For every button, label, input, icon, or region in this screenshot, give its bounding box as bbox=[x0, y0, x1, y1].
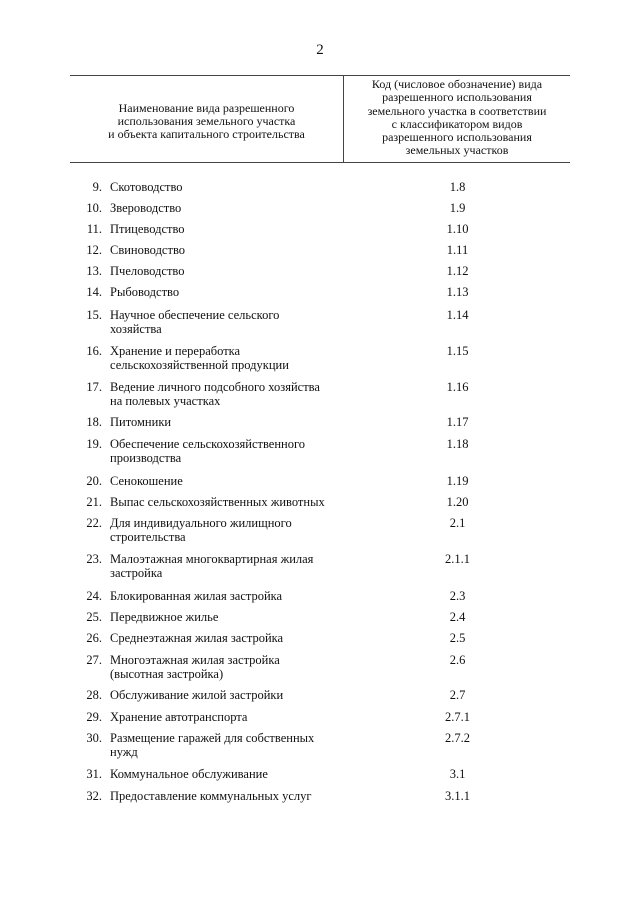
table-row bbox=[0, 731, 640, 759]
table-row bbox=[0, 552, 640, 580]
row-number: 9. bbox=[92, 180, 102, 194]
table-row bbox=[0, 180, 640, 194]
row-name-line: застройка bbox=[110, 566, 163, 580]
row-name-line: Коммунальное обслуживание bbox=[110, 767, 268, 781]
row-name bbox=[110, 767, 340, 781]
row-name bbox=[110, 308, 340, 336]
row-name-line: Размещение гаражей для собственных bbox=[110, 731, 315, 745]
row-name bbox=[110, 437, 340, 465]
table-row bbox=[0, 789, 640, 803]
row-name-line: Предоставление коммунальных услуг bbox=[110, 789, 312, 803]
row-code: 3.1 bbox=[449, 767, 466, 781]
row-code: 1.8 bbox=[449, 180, 466, 194]
row-name-line: Обеспечение сельскохозяйственного bbox=[110, 437, 306, 451]
row-number: 25. bbox=[86, 610, 102, 624]
table-row bbox=[0, 344, 640, 372]
row-code: 1.9 bbox=[449, 201, 466, 215]
row-code: 1.12 bbox=[446, 264, 469, 278]
row-code: 1.13 bbox=[446, 285, 469, 299]
row-code: 3.1.1 bbox=[445, 789, 470, 803]
header-code-line: земельного участка в соответствии bbox=[367, 103, 547, 118]
table-row bbox=[0, 437, 640, 465]
row-code: 2.7.1 bbox=[445, 710, 470, 724]
row-number: 24. bbox=[86, 589, 102, 603]
row-name-line: Для индивидуального жилищного bbox=[110, 516, 292, 530]
row-name-line: Пчеловодство bbox=[110, 264, 185, 278]
table-row bbox=[0, 589, 640, 603]
table-row bbox=[0, 631, 640, 645]
row-number: 27. bbox=[86, 653, 102, 667]
row-name bbox=[110, 415, 340, 429]
row-name-line: Ведение личного подсобного хозяйства bbox=[110, 380, 320, 394]
table-row bbox=[0, 710, 640, 724]
row-number: 19. bbox=[86, 437, 102, 451]
row-name-line: (высотная застройка) bbox=[110, 667, 224, 681]
row-code: 1.16 bbox=[446, 380, 469, 394]
row-code: 2.6 bbox=[449, 653, 466, 667]
row-number: 13. bbox=[86, 264, 102, 278]
header-code-column bbox=[344, 78, 570, 158]
row-name bbox=[110, 710, 340, 724]
row-code: 2.7 bbox=[449, 688, 466, 702]
row-name-line: Передвижное жилье bbox=[110, 610, 219, 624]
row-number: 32. bbox=[86, 789, 102, 803]
row-code: 1.20 bbox=[446, 495, 469, 509]
row-code: 1.18 bbox=[446, 437, 469, 451]
row-name-line: Обслуживание жилой застройки bbox=[110, 688, 284, 702]
table-row bbox=[0, 285, 640, 299]
row-name-line: Звероводство bbox=[110, 201, 182, 215]
row-code: 2.3 bbox=[449, 589, 466, 603]
row-name-line: Сенокошение bbox=[110, 474, 183, 488]
row-number: 20. bbox=[86, 474, 102, 488]
table-row bbox=[0, 380, 640, 408]
row-name bbox=[110, 495, 340, 509]
header-name-line: Наименование вида разрешенного bbox=[118, 100, 295, 115]
row-name-line: Рыбоводство bbox=[110, 285, 180, 299]
row-name-line: Блокированная жилая застройка bbox=[110, 589, 283, 603]
row-name-line: производства bbox=[110, 451, 182, 465]
header-code-line: Код (числовое обозначение) вида bbox=[371, 77, 543, 91]
row-name-line: Выпас сельскохозяйственных животных bbox=[110, 495, 325, 509]
row-number: 31. bbox=[86, 767, 102, 781]
row-name bbox=[110, 589, 340, 603]
row-name bbox=[110, 344, 340, 372]
row-name bbox=[110, 789, 340, 803]
row-name bbox=[110, 516, 340, 544]
header-name-column bbox=[70, 76, 343, 162]
row-name bbox=[110, 285, 340, 299]
table-row bbox=[0, 653, 640, 681]
row-name bbox=[110, 380, 340, 408]
row-number: 28. bbox=[86, 688, 102, 702]
row-number: 22. bbox=[86, 516, 102, 530]
row-code: 1.11 bbox=[446, 243, 469, 257]
row-number: 17. bbox=[86, 380, 102, 394]
row-number: 10. bbox=[86, 201, 102, 215]
header-code-line: земельных участков bbox=[405, 143, 509, 158]
row-name bbox=[110, 610, 340, 624]
row-code: 2.4 bbox=[449, 610, 466, 624]
table-row bbox=[0, 222, 640, 236]
row-name bbox=[110, 631, 340, 645]
row-code: 1.15 bbox=[446, 344, 469, 358]
row-number: 15. bbox=[86, 308, 102, 322]
header-name-line: и объекта капитального строительства bbox=[108, 126, 305, 141]
row-name bbox=[110, 653, 340, 681]
row-name bbox=[110, 688, 340, 702]
row-name-line: Среднеэтажная жилая застройка bbox=[110, 631, 284, 645]
row-number: 18. bbox=[86, 415, 102, 429]
row-name-line: сельскохозяйственной продукции bbox=[110, 358, 289, 372]
table-row bbox=[0, 415, 640, 429]
table-row bbox=[0, 474, 640, 488]
row-number: 29. bbox=[86, 710, 102, 724]
row-name-line: Научное обеспечение сельского bbox=[110, 308, 280, 322]
row-code: 2.5 bbox=[449, 631, 466, 645]
row-name bbox=[110, 222, 340, 236]
row-name-line: Скотоводство bbox=[110, 180, 183, 194]
header-code-line: разрешенного использования bbox=[382, 130, 532, 145]
header-name-line: использования земельного участка bbox=[117, 113, 296, 128]
row-name-line: Хранение автотранспорта bbox=[110, 710, 248, 724]
table-header bbox=[70, 75, 570, 163]
row-name-line: Многоэтажная жилая застройка bbox=[110, 653, 280, 667]
row-code: 2.1 bbox=[449, 516, 466, 530]
header-code-line: с классификатором видов bbox=[391, 116, 523, 131]
row-name bbox=[110, 474, 340, 488]
row-name bbox=[110, 552, 340, 580]
row-number: 12. bbox=[86, 243, 102, 257]
table-row bbox=[0, 767, 640, 781]
row-name-line: Хранение и переработка bbox=[110, 344, 241, 358]
row-name bbox=[110, 201, 340, 215]
row-number: 26. bbox=[86, 631, 102, 645]
row-name bbox=[110, 731, 340, 759]
header-code-line: разрешенного использования bbox=[382, 90, 532, 105]
table-row bbox=[0, 516, 640, 544]
row-name bbox=[110, 243, 340, 257]
row-name bbox=[110, 264, 340, 278]
row-code: 2.1.1 bbox=[445, 552, 470, 566]
row-code: 1.10 bbox=[446, 222, 469, 236]
row-code: 1.19 bbox=[446, 474, 469, 488]
row-number: 23. bbox=[86, 552, 102, 566]
row-name-line: нужд bbox=[110, 745, 138, 759]
table-row bbox=[0, 688, 640, 702]
row-name-line: Малоэтажная многоквартирная жилая bbox=[110, 552, 314, 566]
table-row bbox=[0, 243, 640, 257]
row-number: 16. bbox=[86, 344, 102, 358]
row-code: 1.17 bbox=[446, 415, 469, 429]
row-code: 2.7.2 bbox=[445, 731, 470, 745]
row-name-line: Птицеводство bbox=[110, 222, 185, 236]
row-code: 1.14 bbox=[446, 308, 469, 322]
page-number: 2 bbox=[316, 42, 324, 58]
table-row bbox=[0, 201, 640, 215]
row-number: 14. bbox=[86, 285, 102, 299]
table-row bbox=[0, 308, 640, 336]
table-row bbox=[0, 495, 640, 509]
row-name-line: на полевых участках bbox=[110, 394, 221, 408]
row-number: 21. bbox=[86, 495, 102, 509]
table-row bbox=[0, 610, 640, 624]
row-number: 30. bbox=[86, 731, 102, 745]
table-row bbox=[0, 264, 640, 278]
row-number: 11. bbox=[86, 222, 102, 236]
row-name bbox=[110, 180, 340, 194]
row-name-line: строительства bbox=[110, 530, 186, 544]
row-name-line: Свиноводство bbox=[110, 243, 186, 257]
row-name-line: хозяйства bbox=[110, 322, 162, 336]
row-name-line: Питомники bbox=[110, 415, 172, 429]
